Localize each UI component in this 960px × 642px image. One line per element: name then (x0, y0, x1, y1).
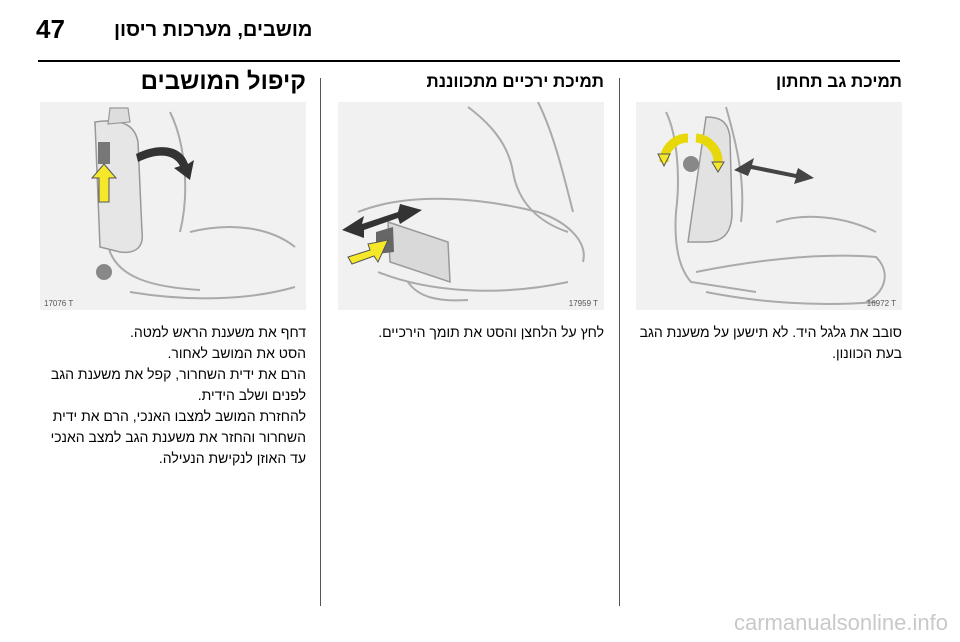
instructions (38, 322, 306, 469)
page-number: 47 (36, 14, 65, 44)
column-thigh-support (336, 72, 604, 343)
column-lumbar-support (634, 72, 902, 364)
page-header (36, 14, 336, 50)
column-divider (619, 78, 620, 606)
column-title: תמיכת ירכיים מתכווננת (426, 72, 604, 91)
double-arrow-icon (734, 158, 814, 184)
column-divider (320, 78, 321, 606)
figure-code: 16972 T (866, 299, 896, 308)
thigh-support-figure (338, 102, 604, 310)
section-title: מושבים, מערכות ריסון (114, 19, 313, 41)
paragraph: לחץ על הלחצן והסט את תומך הירכיים. (378, 324, 604, 340)
watermark: carmanualsonline.info (733, 610, 948, 635)
paragraph: סובב את גלגל היד. לא תישען על משענת הגב בעת הכוונון. (639, 324, 902, 361)
push-arrow-icon (348, 240, 388, 264)
instructions (336, 322, 604, 343)
column-folding-seats (38, 68, 306, 469)
paragraph: הרם את ידית השחרור, קפל את משענת הגב לפנים ושלב הידית. (50, 366, 306, 403)
figure-code: 17959 T (568, 299, 598, 308)
header-rule (38, 60, 900, 62)
paragraph: הסט את המושב לאחור. (167, 345, 306, 361)
fold-arrow-icon (136, 147, 194, 180)
folding-seats-figure (40, 102, 306, 310)
paragraph: להחזרת המושב למצבו האנכי, הרם את ידית השחרור והחזר את משענת הגב למצב האנכי עד האוזן לנקישת הנעילה. (50, 408, 306, 466)
paragraph: דחף את משענת הראש למטה. (129, 324, 306, 340)
lumbar-support-figure (636, 102, 902, 310)
column-title: קיפול המושבים (140, 68, 306, 95)
figure-code: 17076 T (44, 299, 74, 308)
instructions (634, 322, 902, 364)
column-title: תמיכת גב תחתון (776, 72, 902, 91)
